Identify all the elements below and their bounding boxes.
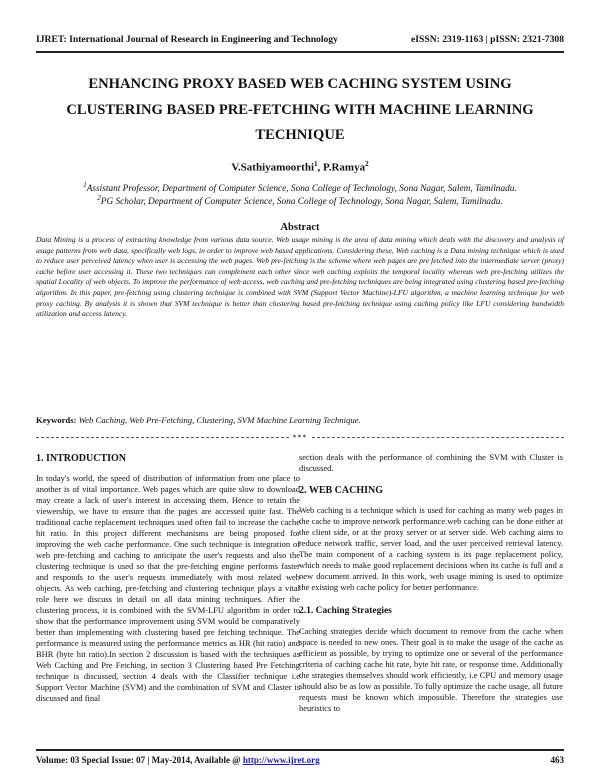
web-caching-paragraph: Web caching is a technique which is used for caching as many web pages in the cache to improve network performance.web caching can be done either at the client side, or at the proxy server or at server side. Web caching aims to reduce network traffic, server load, and the user perceived retrieval latency. The main component of a caching system is its page replacement policy, which needs to make good replacement decisions when its cache is full and a new document arrived. In this work, web usage mining is used to optimize the existing web cache policy for better performance. — [299, 505, 563, 592]
footer-rule — [36, 749, 564, 751]
author-line — [36, 160, 564, 174]
introduction-heading: 1. INTRODUCTION — [36, 453, 127, 464]
affiliation-1-text: Assistant Professor, Department of Computer Science, Sona College of Technology, Sona Nagar, Salem, Tamilnadu. — [86, 184, 517, 195]
page-footer — [36, 755, 564, 765]
paper-title: ENHANCING PROXY BASED WEB CACHING SYSTEM USING CLUSTERING BASED PRE-FETCHING WITH MACHINE LEARNING TECHNIQUE — [66, 76, 534, 143]
author-1-sup: 1 — [314, 160, 318, 168]
right-column — [299, 452, 563, 724]
affiliation-2-sup: 2 — [97, 194, 101, 202]
affiliation-2-text: PG Scholar, Department of Computer Science, Sona College of Technology, Sona Nagar, Salem, Tamilnadu. — [100, 197, 503, 208]
left-column — [36, 452, 300, 714]
caching-strategies-paragraph: Caching strategies decide which document to remove from the cache when space is needed to new ones. Their goal is to make the usage of the cache as efficient as possible, by trying to optimize one or several of the performance criteria of caching cache hit rate, byte hit rate, or response time. Additionally the strategies themselves should work efficiently, i.e CPU and memory usage should also be as low as possible. To fully optimize the cache usage, all future requests must be known which impossible. Therefore the strategies use heuristics to — [299, 626, 563, 713]
journal-name: IJRET: International Journal of Research in Engineering and Technology — [36, 34, 338, 45]
abstract-heading: Abstract — [280, 222, 320, 233]
affiliation-1-sup: 1 — [83, 181, 87, 189]
introduction-paragraph: In today's world, the speed of distribution of information from one place to another is of vital importance. Web pages which are quite slow to download may create a lack of user's interest in accessing them. Hence to retain the viewership, we have to ensure that the pages are accessed quite fast. The traditional cache replacement techniques used often fail to increase the cache hit ratio. In this project different mechanisms are being proposed for improving the web cache performance. One such technique is integration of web pre-fetching and caching to anticipate the user's requests and also the clustering technique is used so that the pre-fetching engine performs faster and responds to the user's requests immediately with most related web objects. As web caching, pre-fetching and clustering technique plays a vital role here we discuss in detail on all data mining techniques. After the clustering process, it is combined with the SVM-LFU algorithm in order to show that the performance improvement using SVM would be comparatively better than implementing with clustering based pre fetching technique. The performance is measured using the performance metrics as HR (hit ratio) and BHR (byte hit ratio).In section 2 discussion is based with the techniques as Web Caching and Pre Fetching, in section 3 Clustering based Pre Fetching technique is discussed, section 4 deals with the Classifier technique i.e Support Vector Machine (SVM) and the combination of SVM and Claster is discussed and final — [36, 473, 300, 703]
page-number: 463 — [550, 755, 564, 765]
keywords — [36, 415, 564, 425]
divider-dash-right — [312, 437, 565, 438]
keywords-label: Keywords: — [36, 415, 77, 425]
footer-volume-info — [36, 755, 320, 765]
divider-stars: *** — [292, 432, 308, 442]
page-header — [36, 34, 564, 50]
journal-url-link[interactable]: http://www.ijret.org — [242, 755, 320, 765]
caching-strategies-heading: 2.1. Caching Strategies — [299, 606, 392, 616]
author-separator: , — [317, 161, 324, 174]
issn-info: eISSN: 2319-1163 | pISSN: 2321-7308 — [411, 34, 564, 45]
keywords-text: Web Caching, Web Pre-Fetching, Clustering, SVM Machine Learning Technique. — [78, 415, 361, 425]
affiliation-2 — [36, 194, 564, 207]
section-divider — [36, 432, 564, 442]
divider-dash-left — [36, 437, 289, 438]
web-caching-heading: 2. WEB CACHING — [299, 485, 383, 496]
introduction-continuation: section deals with the performance of combining the SVM with Cluster is discussed. — [299, 452, 563, 473]
abstract-text: Data Mining is a process of extracting knowledge from various data source. Web usage mining is the area of data mining which deals with the discovery and analysis of usage patterns from web data, specifically web logs, in order to improve web based applications. Considering these, Web caching is a Data mining technique which is used to reduce user perceived latency when user is accessing the web pages. Web pre-fetching is the scheme where web pages are pre fetched into the intermediate server (proxy) cache before user accessing it. These two techniques can complement each other since web caching exploits the temporal locality whereas web pre-fetching utilizes the spatial Locality of web objects. To improve the performance of web access, web caching and pre-fetching techniques are being integrated using clustering based pre-fetching algorithm. In this paper, pre-fetching using clustering technique is combined with SVM (Support Vector Machine)-LFU algorithm, a machine learning technique for web proxy caching. By analysis it is shown that SVM technique is better than clustering based pre-fetching technique using caching policy like LFU considering bandwidth utilization and access latency. — [36, 235, 564, 319]
affiliation-1 — [36, 181, 564, 194]
author-2-sup: 2 — [365, 160, 369, 168]
header-rule — [36, 51, 564, 53]
footer-volume-text: Volume: 03 Special Issue: 07 | May-2014, Available @ — [36, 755, 243, 765]
author-1: V.Sathiyamoorthi — [231, 161, 315, 174]
author-2: P.Ramya — [323, 161, 366, 174]
